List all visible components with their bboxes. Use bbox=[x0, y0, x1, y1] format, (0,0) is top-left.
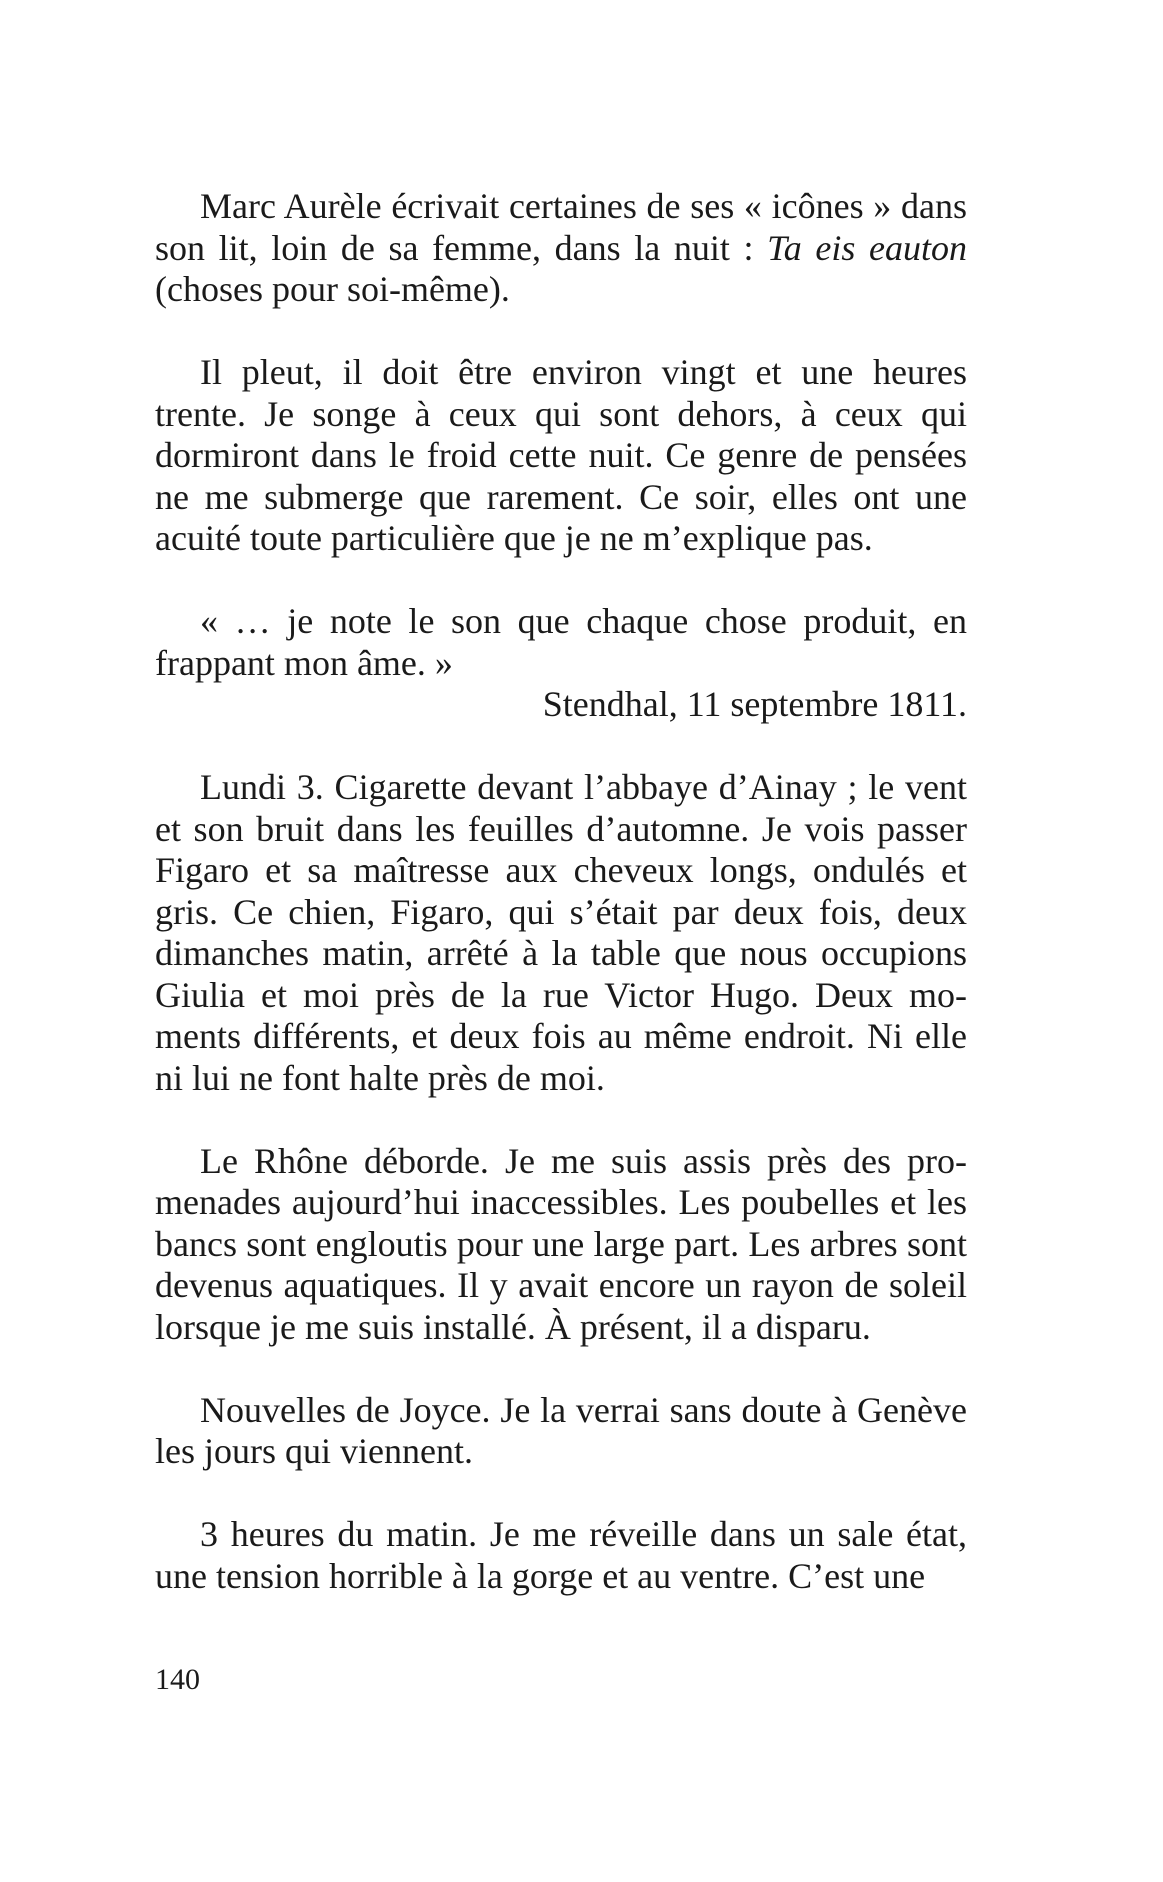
quote-stendhal: « … je note le son que chaque chose produit, en frappant mon âme. » bbox=[155, 601, 967, 683]
quote-attribution: Stendhal, 11 septembre 1811. bbox=[542, 684, 967, 724]
italic-title: Ta eis eauton bbox=[767, 227, 967, 268]
paragraph-marc-aurele bbox=[155, 186, 967, 311]
paragraph-3-heures: 3 heures du matin. Je me réveille dans un sale état, une tension horrible à la gorge et au ventre. C’est une bbox=[155, 1514, 967, 1596]
page-number: 140 bbox=[155, 1663, 200, 1696]
paragraph-lundi: Lundi 3. Cigarette devant l’abbaye d’Ainay ; le vent et son bruit dans les feuilles d’automne. Je vois passer Figaro et sa maîtresse aux cheveux longs, ondulés et gris. Ce chien, Figaro, qui s’était par deux fois, deux dimanches matin, arrêté à la table que nous occupions Giulia et moi près de la rue Victor Hugo. Deux moments différents, et deux fois au même endroit. Ni elle ni lui ne font halte près de moi. bbox=[155, 767, 967, 1098]
paragraph-rain: Il pleut, il doit être environ vingt et une heures trente. Je songe à ceux qui sont dehors, à ceux qui dormiront dans le froid cette nuit. Ce genre de pensées ne me submerge que rarement. Ce soir, elles ont une acuité toute particulière que je ne m’explique pas. bbox=[155, 352, 967, 558]
body-text bbox=[155, 186, 967, 1597]
paragraph-joyce: Nouvelles de Joyce. Je la verrai sans doute à Genève les jours qui viennent. bbox=[155, 1389, 967, 1471]
paragraph-text: Marc Aurèle écrivait certaines de ses « icônes » dans son lit, loin de sa femme, dans la nuit : bbox=[155, 186, 967, 268]
paragraph-text: (choses pour soi-même). bbox=[155, 269, 510, 309]
paragraph-rhone: Le Rhône déborde. Je me suis assis près des promenades aujourd’hui inaccessibles. Les poubelles et les bancs sont engloutis pour une large part. Les arbres sont devenus aquatiques. Il y avait encore un rayon de soleil lorsque je me suis installé. À présent, il a disparu. bbox=[155, 1140, 967, 1347]
